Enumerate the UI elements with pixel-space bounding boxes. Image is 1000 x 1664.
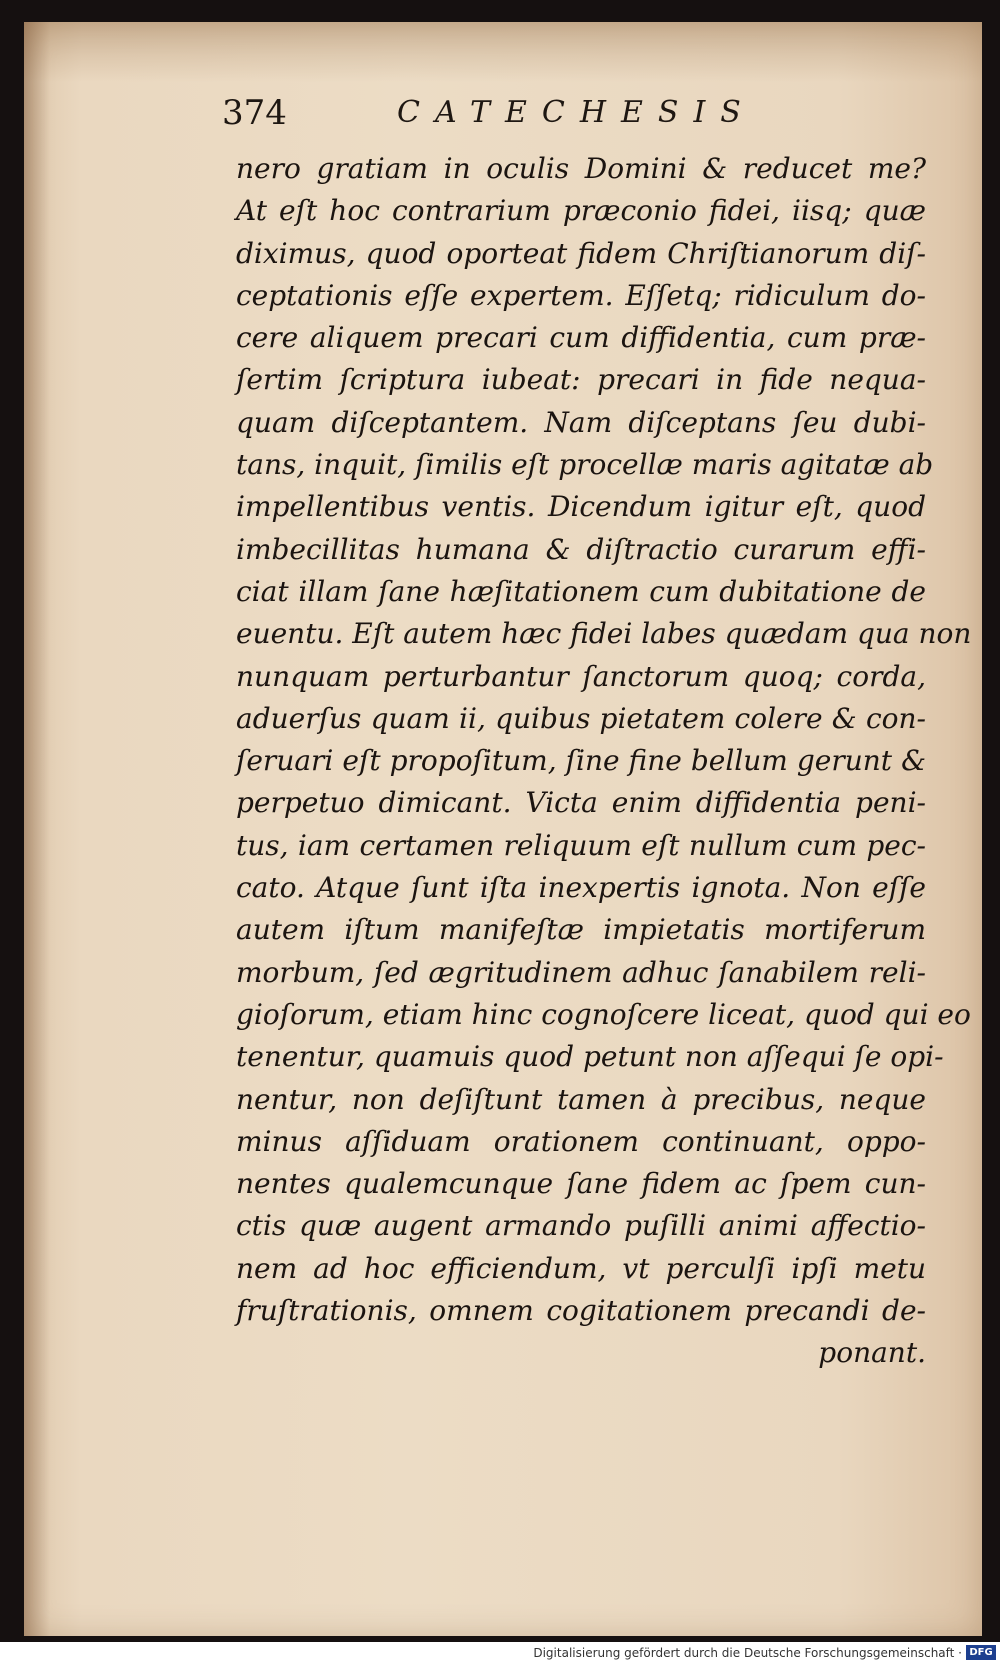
dfg-logo-icon: DFG [966, 1645, 996, 1660]
text-line: quam diſceptantem. Nam diſceptans ſeu dubi- [236, 405, 926, 439]
text-line: nunquam perturbantur ſanctorum quoq; corda, [236, 659, 926, 693]
text-line: ſertim ſcriptura iubeat: precari in fide nequa- [236, 363, 926, 397]
text-line: At eſt hoc contrarium præconio fidei, iisq; quæ [236, 194, 926, 228]
text-line: ctis quæ augent armando puſilli animi affectio- [236, 1209, 926, 1243]
text-line: tenentur, quamuis quod petunt non aſſequi ſe opi- [236, 1040, 944, 1074]
text-line: cato. Atque ſunt iſta inexpertis ignota. Non eſſe [236, 871, 926, 905]
text-line: cere aliquem precari cum diffidentia, cum præ- [236, 321, 926, 355]
text-line: tans, inquit, ſimilis eſt procellæ maris agitatæ ab [236, 448, 934, 482]
text-line: nentur, non deſiſtunt tamen à precibus, neque [236, 1082, 926, 1116]
text-line: aduerſus quam ii, quibus pietatem colere & con- [236, 701, 926, 735]
text-line: diximus, quod oporteat fidem Chriſtianorum diſ- [236, 236, 926, 270]
text-line: ceptationis eſſe expertem. Eſſetq; ridiculum do- [236, 278, 926, 312]
running-head [222, 90, 782, 136]
page-number: 374 [222, 93, 287, 133]
text-line: imbecillitas humana & diſtractio curarum effi- [236, 532, 926, 566]
funding-credit: Digitalisierung gefördert durch die Deutsche Forschungsgemeinschaft · [533, 1646, 962, 1660]
catchword: ponant. [818, 1336, 926, 1370]
body-text [236, 148, 972, 1375]
text-line: euentu. Eſt autem hæc fidei labes quædam qua non [236, 617, 972, 651]
text-line: ſeruari eſt propoſitum, ſine fine bellum gerunt & [236, 744, 926, 778]
footer-bar [0, 1642, 1000, 1664]
text-line: nentes qualemcunque ſane fidem ac ſpem cun- [236, 1167, 926, 1201]
text-line: gioſorum, etiam hinc cognoſcere liceat, quod qui eo [236, 997, 971, 1031]
text-line: nero gratiam in oculis Domini & reducet me? [236, 152, 926, 185]
text-line: ciat illam ſane hæſitationem cum dubitatione de [236, 574, 926, 608]
text-line: minus aſſiduam orationem continuant, oppo- [236, 1124, 926, 1158]
text-line: impellentibus ventis. Dicendum igitur eſt, quod [236, 490, 926, 524]
text-line: perpetuo dimicant. Victa enim diffidentia peni- [236, 786, 926, 820]
text-line: morbum, ſed ægritudinem adhuc ſanabilem reli- [236, 955, 926, 989]
text-line: nem ad hoc efficiendum, vt perculſi ipſi metu [236, 1251, 926, 1285]
running-head-title: CATECHESIS [397, 95, 756, 130]
text-line: tus, iam certamen reliquum eſt nullum cum pec- [236, 828, 926, 862]
text-line: fruſtrationis, omnem cogitationem precandi de- [236, 1294, 926, 1328]
text-line: autem iſtum manifeſtæ impietatis mortiferum [236, 913, 926, 947]
